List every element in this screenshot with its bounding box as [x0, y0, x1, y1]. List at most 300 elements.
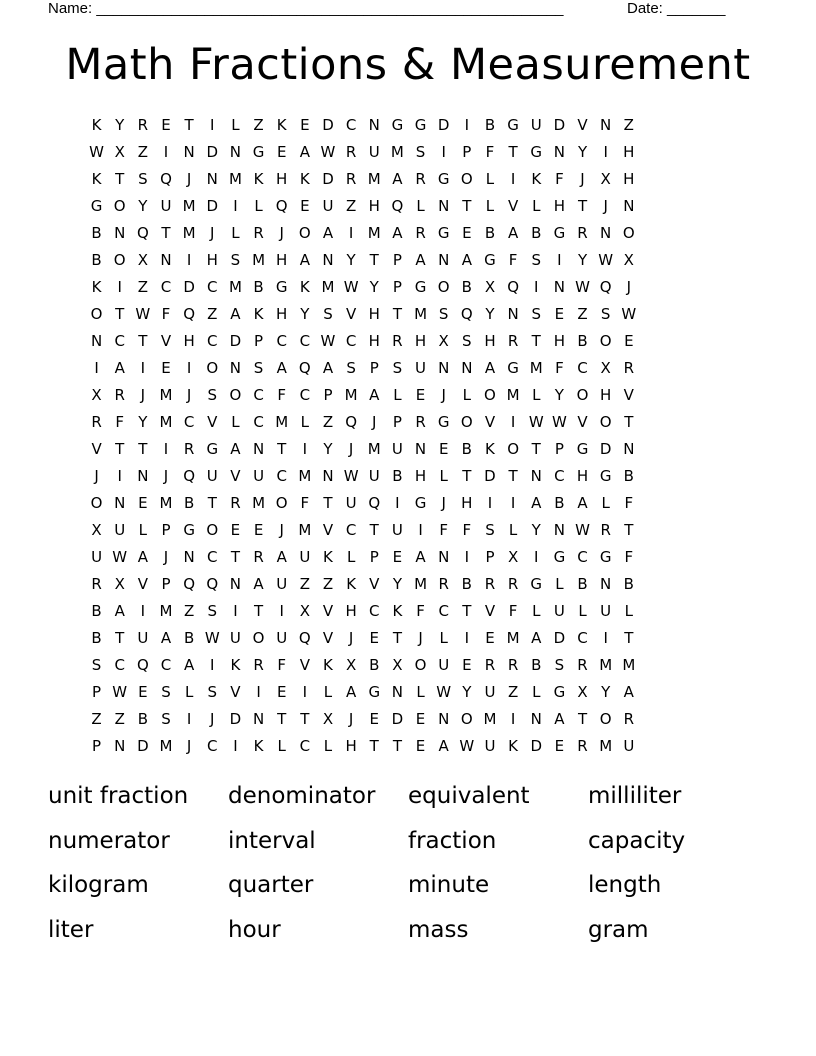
- grid-letter[interactable]: E: [462, 656, 472, 674]
- grid-letter[interactable]: G: [414, 494, 427, 512]
- grid-letter[interactable]: U: [299, 548, 311, 566]
- grid-letter[interactable]: M: [252, 494, 266, 512]
- grid-letter[interactable]: T: [369, 737, 379, 755]
- grid-letter[interactable]: A: [438, 737, 449, 755]
- grid-letter[interactable]: Q: [460, 305, 473, 323]
- grid-letter[interactable]: Q: [160, 170, 172, 188]
- grid-letter[interactable]: R: [484, 575, 496, 593]
- grid-letter[interactable]: S: [485, 521, 495, 539]
- grid-letter[interactable]: J: [441, 386, 446, 404]
- grid-letter[interactable]: D: [183, 278, 195, 296]
- grid-letter[interactable]: Q: [507, 278, 519, 296]
- grid-letter[interactable]: M: [159, 602, 173, 620]
- grid-letter[interactable]: W: [343, 278, 359, 296]
- grid-letter[interactable]: Q: [183, 467, 196, 485]
- grid-letter[interactable]: G: [437, 224, 450, 242]
- grid-letter[interactable]: I: [464, 116, 470, 134]
- grid-letter[interactable]: W: [204, 629, 220, 647]
- grid-letter[interactable]: T: [115, 305, 125, 323]
- grid-letter[interactable]: L: [439, 467, 448, 485]
- grid-letter[interactable]: S: [230, 251, 241, 269]
- grid-letter[interactable]: M: [599, 737, 613, 755]
- grid-letter[interactable]: U: [114, 521, 126, 539]
- grid-letter[interactable]: J: [210, 224, 215, 242]
- grid-letter[interactable]: K: [253, 305, 264, 323]
- grid-letter[interactable]: E: [253, 521, 264, 539]
- grid-letter[interactable]: V: [577, 413, 588, 431]
- grid-letter[interactable]: G: [206, 440, 219, 458]
- grid-letter[interactable]: M: [298, 521, 312, 539]
- grid-letter[interactable]: Q: [136, 656, 149, 674]
- grid-letter[interactable]: N: [553, 278, 565, 296]
- grid-letter[interactable]: N: [438, 548, 450, 566]
- grid-letter[interactable]: H: [484, 332, 496, 350]
- grid-letter[interactable]: N: [137, 467, 149, 485]
- grid-letter[interactable]: I: [140, 359, 146, 377]
- grid-letter[interactable]: R: [91, 413, 102, 431]
- grid-letter[interactable]: I: [256, 683, 261, 701]
- grid-letter[interactable]: U: [484, 737, 496, 755]
- grid-letter[interactable]: D: [137, 737, 149, 755]
- grid-letter[interactable]: C: [183, 413, 195, 431]
- grid-letter[interactable]: X: [577, 683, 588, 701]
- grid-letter[interactable]: Y: [323, 440, 333, 458]
- grid-letter[interactable]: I: [395, 494, 400, 512]
- grid-letter[interactable]: D: [206, 143, 219, 161]
- grid-letter[interactable]: G: [576, 440, 589, 458]
- grid-letter[interactable]: Z: [137, 278, 148, 296]
- grid-letter[interactable]: M: [367, 224, 381, 242]
- grid-letter[interactable]: D: [553, 116, 566, 134]
- grid-letter[interactable]: T: [300, 710, 310, 728]
- grid-letter[interactable]: V: [484, 602, 496, 620]
- grid-letter[interactable]: G: [530, 575, 543, 593]
- grid-letter[interactable]: I: [94, 359, 99, 377]
- grid-letter[interactable]: J: [603, 197, 608, 215]
- grid-letter[interactable]: T: [462, 467, 472, 485]
- grid-letter[interactable]: N: [391, 683, 404, 701]
- grid-letter[interactable]: T: [624, 629, 634, 647]
- grid-letter[interactable]: R: [507, 656, 519, 674]
- grid-letter[interactable]: R: [484, 656, 496, 674]
- grid-letter[interactable]: A: [114, 359, 125, 377]
- grid-letter[interactable]: U: [530, 116, 542, 134]
- grid-letter[interactable]: L: [300, 413, 310, 431]
- grid-letter[interactable]: L: [601, 494, 610, 512]
- grid-letter[interactable]: H: [276, 170, 288, 188]
- grid-letter[interactable]: G: [391, 116, 404, 134]
- grid-letter[interactable]: X: [345, 656, 357, 674]
- grid-letter[interactable]: J: [279, 521, 284, 539]
- grid-letter[interactable]: N: [600, 224, 612, 242]
- grid-letter[interactable]: E: [300, 197, 310, 215]
- grid-letter[interactable]: O: [298, 224, 311, 242]
- grid-letter[interactable]: I: [510, 413, 516, 431]
- grid-letter[interactable]: L: [323, 737, 333, 755]
- grid-letter[interactable]: M: [228, 278, 242, 296]
- grid-letter[interactable]: H: [623, 143, 635, 161]
- grid-letter[interactable]: W: [89, 143, 104, 161]
- grid-letter[interactable]: V: [91, 440, 102, 458]
- grid-letter[interactable]: C: [345, 521, 357, 539]
- grid-letter[interactable]: C: [207, 737, 218, 755]
- grid-letter[interactable]: U: [553, 602, 565, 620]
- grid-letter[interactable]: K: [531, 170, 542, 188]
- grid-letter[interactable]: U: [368, 467, 380, 485]
- grid-letter[interactable]: J: [348, 710, 354, 728]
- grid-letter[interactable]: X: [484, 278, 496, 296]
- grid-letter[interactable]: B: [484, 116, 496, 134]
- grid-letter[interactable]: N: [229, 359, 242, 377]
- grid-letter[interactable]: C: [114, 656, 125, 674]
- grid-letter[interactable]: G: [507, 359, 519, 377]
- grid-letter[interactable]: L: [231, 413, 240, 431]
- grid-letter[interactable]: P: [369, 548, 379, 566]
- grid-letter[interactable]: E: [276, 143, 287, 161]
- grid-letter[interactable]: D: [484, 467, 496, 485]
- grid-letter[interactable]: W: [528, 413, 544, 431]
- grid-letter[interactable]: N: [438, 251, 450, 269]
- grid-letter[interactable]: U: [322, 197, 334, 215]
- grid-letter[interactable]: Y: [531, 521, 541, 539]
- grid-letter[interactable]: A: [484, 359, 496, 377]
- grid-letter[interactable]: N: [438, 359, 450, 377]
- grid-letter[interactable]: I: [186, 710, 192, 728]
- grid-letter[interactable]: F: [462, 521, 472, 539]
- grid-letter[interactable]: G: [599, 548, 612, 566]
- grid-letter[interactable]: W: [436, 683, 452, 701]
- grid-letter[interactable]: A: [160, 629, 172, 647]
- grid-letter[interactable]: W: [598, 251, 614, 269]
- grid-letter[interactable]: G: [368, 683, 381, 701]
- grid-letter[interactable]: S: [253, 359, 264, 377]
- grid-letter[interactable]: B: [91, 629, 102, 647]
- grid-letter[interactable]: X: [623, 251, 634, 269]
- grid-letter[interactable]: U: [438, 656, 450, 674]
- grid-letter[interactable]: P: [254, 332, 264, 350]
- grid-letter[interactable]: N: [530, 467, 542, 485]
- grid-letter[interactable]: I: [464, 629, 470, 647]
- grid-letter[interactable]: N: [530, 710, 542, 728]
- grid-letter[interactable]: P: [392, 278, 402, 296]
- grid-letter[interactable]: W: [621, 305, 637, 323]
- grid-letter[interactable]: G: [553, 548, 566, 566]
- grid-letter[interactable]: S: [207, 602, 218, 620]
- grid-letter[interactable]: O: [90, 494, 103, 512]
- grid-letter[interactable]: G: [252, 143, 265, 161]
- grid-letter[interactable]: M: [252, 251, 266, 269]
- grid-letter[interactable]: K: [230, 656, 241, 674]
- grid-letter[interactable]: X: [91, 386, 102, 404]
- grid-letter[interactable]: A: [276, 548, 287, 566]
- grid-letter[interactable]: I: [464, 548, 470, 566]
- grid-letter[interactable]: K: [346, 575, 357, 593]
- grid-letter[interactable]: C: [299, 332, 311, 350]
- grid-letter[interactable]: A: [184, 656, 195, 674]
- grid-letter[interactable]: Y: [554, 386, 564, 404]
- grid-letter[interactable]: E: [230, 521, 241, 539]
- grid-letter[interactable]: F: [624, 494, 634, 512]
- grid-letter[interactable]: E: [276, 683, 287, 701]
- grid-letter[interactable]: S: [392, 359, 403, 377]
- grid-letter[interactable]: W: [112, 683, 128, 701]
- grid-letter[interactable]: U: [276, 629, 288, 647]
- grid-letter[interactable]: V: [137, 575, 148, 593]
- grid-letter[interactable]: I: [441, 143, 446, 161]
- grid-letter[interactable]: O: [599, 413, 612, 431]
- grid-letter[interactable]: T: [207, 494, 217, 512]
- grid-letter[interactable]: S: [161, 683, 171, 701]
- grid-letter[interactable]: Z: [253, 116, 264, 134]
- grid-letter[interactable]: Q: [183, 575, 196, 593]
- grid-letter[interactable]: X: [137, 251, 148, 269]
- grid-letter[interactable]: B: [183, 629, 195, 647]
- grid-letter[interactable]: U: [137, 629, 149, 647]
- grid-letter[interactable]: J: [94, 467, 99, 485]
- grid-letter[interactable]: N: [322, 467, 334, 485]
- grid-letter[interactable]: H: [276, 305, 288, 323]
- grid-letter[interactable]: I: [510, 710, 516, 728]
- grid-letter[interactable]: W: [320, 332, 336, 350]
- grid-letter[interactable]: K: [91, 116, 102, 134]
- grid-letter[interactable]: Y: [115, 116, 125, 134]
- grid-letter[interactable]: V: [623, 386, 634, 404]
- grid-letter[interactable]: R: [415, 170, 426, 188]
- grid-letter[interactable]: V: [369, 575, 380, 593]
- grid-letter[interactable]: M: [390, 143, 404, 161]
- grid-letter[interactable]: T: [184, 116, 194, 134]
- grid-letter[interactable]: F: [161, 305, 171, 323]
- grid-letter[interactable]: R: [623, 359, 635, 377]
- grid-letter[interactable]: M: [159, 386, 173, 404]
- grid-letter[interactable]: G: [553, 224, 566, 242]
- grid-letter[interactable]: D: [229, 332, 242, 350]
- grid-letter[interactable]: J: [626, 278, 632, 296]
- grid-letter[interactable]: B: [91, 602, 102, 620]
- grid-letter[interactable]: I: [557, 251, 562, 269]
- grid-letter[interactable]: W: [575, 278, 590, 296]
- grid-letter[interactable]: B: [461, 278, 472, 296]
- grid-letter[interactable]: R: [577, 656, 588, 674]
- grid-letter[interactable]: C: [299, 737, 311, 755]
- grid-letter[interactable]: I: [117, 467, 122, 485]
- grid-letter[interactable]: A: [345, 683, 357, 701]
- grid-letter[interactable]: C: [345, 332, 357, 350]
- grid-letter[interactable]: B: [137, 710, 148, 728]
- grid-letter[interactable]: O: [206, 521, 219, 539]
- grid-letter[interactable]: Q: [183, 305, 196, 323]
- grid-letter[interactable]: T: [462, 602, 472, 620]
- grid-letter[interactable]: O: [460, 413, 473, 431]
- grid-letter[interactable]: B: [623, 467, 634, 485]
- grid-letter[interactable]: N: [90, 332, 103, 350]
- grid-letter[interactable]: T: [277, 440, 287, 458]
- grid-letter[interactable]: P: [554, 440, 564, 458]
- grid-letter[interactable]: Y: [346, 251, 356, 269]
- grid-letter[interactable]: O: [206, 359, 219, 377]
- grid-letter[interactable]: D: [391, 710, 404, 728]
- grid-letter[interactable]: X: [600, 359, 611, 377]
- grid-letter[interactable]: O: [113, 251, 126, 269]
- grid-letter[interactable]: M: [344, 386, 358, 404]
- grid-letter[interactable]: Y: [577, 143, 588, 161]
- grid-letter[interactable]: C: [345, 116, 357, 134]
- grid-letter[interactable]: W: [343, 467, 359, 485]
- grid-letter[interactable]: T: [115, 629, 125, 647]
- grid-letter[interactable]: K: [299, 170, 310, 188]
- grid-letter[interactable]: J: [186, 737, 192, 755]
- grid-letter[interactable]: A: [299, 251, 310, 269]
- grid-letter[interactable]: I: [302, 440, 308, 458]
- grid-letter[interactable]: E: [554, 305, 565, 323]
- grid-letter[interactable]: G: [414, 278, 427, 296]
- grid-letter[interactable]: G: [437, 413, 450, 431]
- grid-letter[interactable]: H: [461, 494, 473, 512]
- grid-letter[interactable]: C: [253, 413, 264, 431]
- grid-letter[interactable]: L: [323, 683, 333, 701]
- grid-letter[interactable]: R: [415, 413, 426, 431]
- grid-letter[interactable]: L: [532, 197, 541, 215]
- grid-letter[interactable]: H: [600, 386, 612, 404]
- grid-letter[interactable]: E: [438, 440, 449, 458]
- grid-letter[interactable]: T: [369, 251, 379, 269]
- grid-letter[interactable]: V: [207, 413, 218, 431]
- grid-letter[interactable]: K: [91, 170, 102, 188]
- grid-letter[interactable]: A: [322, 224, 334, 242]
- grid-letter[interactable]: B: [461, 440, 472, 458]
- grid-letter[interactable]: A: [531, 629, 542, 647]
- grid-letter[interactable]: D: [322, 170, 334, 188]
- name-field-label[interactable]: Name: ________________________________________________________: [48, 0, 564, 17]
- grid-letter[interactable]: A: [507, 224, 519, 242]
- grid-letter[interactable]: K: [508, 737, 519, 755]
- grid-letter[interactable]: C: [207, 278, 218, 296]
- grid-letter[interactable]: N: [183, 548, 195, 566]
- grid-letter[interactable]: Z: [322, 575, 334, 593]
- grid-letter[interactable]: Z: [299, 575, 310, 593]
- grid-letter[interactable]: L: [416, 197, 425, 215]
- grid-letter[interactable]: H: [183, 332, 195, 350]
- grid-letter[interactable]: K: [253, 170, 264, 188]
- grid-letter[interactable]: Y: [300, 305, 310, 323]
- grid-letter[interactable]: I: [233, 602, 238, 620]
- grid-letter[interactable]: C: [276, 332, 287, 350]
- grid-letter[interactable]: Q: [275, 197, 288, 215]
- grid-letter[interactable]: O: [90, 305, 103, 323]
- grid-letter[interactable]: L: [508, 521, 518, 539]
- grid-letter[interactable]: H: [345, 602, 357, 620]
- grid-letter[interactable]: S: [207, 386, 218, 404]
- grid-letter[interactable]: B: [183, 494, 195, 512]
- grid-letter[interactable]: B: [577, 332, 588, 350]
- grid-letter[interactable]: M: [367, 170, 381, 188]
- grid-letter[interactable]: T: [369, 521, 379, 539]
- grid-letter[interactable]: V: [507, 197, 519, 215]
- grid-letter[interactable]: S: [161, 710, 171, 728]
- grid-letter[interactable]: P: [392, 413, 402, 431]
- grid-letter[interactable]: S: [554, 656, 565, 674]
- grid-letter[interactable]: G: [90, 197, 103, 215]
- grid-letter[interactable]: I: [186, 251, 192, 269]
- grid-letter[interactable]: G: [414, 116, 427, 134]
- grid-letter[interactable]: M: [228, 170, 242, 188]
- grid-letter[interactable]: Z: [183, 602, 195, 620]
- grid-letter[interactable]: M: [529, 359, 543, 377]
- grid-letter[interactable]: N: [438, 197, 450, 215]
- grid-letter[interactable]: T: [531, 440, 541, 458]
- grid-letter[interactable]: T: [508, 143, 518, 161]
- grid-letter[interactable]: Z: [507, 683, 519, 701]
- grid-letter[interactable]: U: [391, 440, 403, 458]
- grid-letter[interactable]: L: [555, 575, 564, 593]
- grid-letter[interactable]: N: [600, 116, 612, 134]
- grid-letter[interactable]: N: [623, 197, 635, 215]
- grid-letter[interactable]: F: [555, 359, 564, 377]
- grid-letter[interactable]: A: [577, 494, 588, 512]
- grid-letter[interactable]: N: [553, 143, 565, 161]
- grid-letter[interactable]: Y: [369, 278, 379, 296]
- grid-letter[interactable]: C: [207, 548, 218, 566]
- grid-letter[interactable]: N: [160, 251, 172, 269]
- grid-letter[interactable]: X: [600, 170, 611, 188]
- grid-letter[interactable]: N: [414, 440, 427, 458]
- grid-letter[interactable]: F: [555, 170, 564, 188]
- grid-letter[interactable]: I: [233, 737, 238, 755]
- grid-letter[interactable]: B: [531, 656, 542, 674]
- grid-letter[interactable]: I: [487, 494, 493, 512]
- grid-letter[interactable]: T: [323, 494, 333, 512]
- grid-letter[interactable]: B: [461, 575, 472, 593]
- grid-letter[interactable]: F: [508, 251, 518, 269]
- grid-letter[interactable]: N: [623, 440, 635, 458]
- grid-letter[interactable]: N: [507, 305, 519, 323]
- grid-letter[interactable]: G: [507, 116, 519, 134]
- grid-letter[interactable]: D: [229, 710, 242, 728]
- grid-letter[interactable]: P: [161, 521, 171, 539]
- grid-letter[interactable]: A: [392, 224, 403, 242]
- grid-letter[interactable]: Z: [623, 116, 634, 134]
- grid-letter[interactable]: I: [163, 440, 169, 458]
- grid-letter[interactable]: T: [115, 440, 125, 458]
- grid-letter[interactable]: J: [580, 170, 585, 188]
- grid-letter[interactable]: C: [253, 386, 264, 404]
- grid-letter[interactable]: I: [140, 602, 146, 620]
- grid-letter[interactable]: B: [253, 278, 264, 296]
- grid-letter[interactable]: M: [182, 197, 196, 215]
- grid-letter[interactable]: T: [277, 710, 287, 728]
- grid-letter[interactable]: T: [462, 197, 472, 215]
- grid-letter[interactable]: L: [532, 386, 541, 404]
- grid-letter[interactable]: B: [369, 656, 380, 674]
- grid-letter[interactable]: C: [276, 467, 287, 485]
- grid-letter[interactable]: A: [415, 548, 426, 566]
- grid-letter[interactable]: I: [510, 494, 516, 512]
- grid-letter[interactable]: I: [163, 143, 169, 161]
- grid-letter[interactable]: L: [254, 197, 263, 215]
- grid-letter[interactable]: R: [345, 170, 357, 188]
- grid-letter[interactable]: Q: [298, 359, 311, 377]
- grid-letter[interactable]: T: [230, 548, 240, 566]
- grid-letter[interactable]: J: [372, 413, 377, 431]
- grid-letter[interactable]: S: [531, 305, 541, 323]
- grid-letter[interactable]: E: [369, 629, 379, 647]
- grid-letter[interactable]: L: [624, 602, 633, 620]
- grid-letter[interactable]: I: [210, 116, 215, 134]
- grid-letter[interactable]: Z: [577, 305, 588, 323]
- grid-letter[interactable]: W: [551, 413, 567, 431]
- grid-letter[interactable]: R: [577, 737, 588, 755]
- grid-letter[interactable]: N: [206, 170, 218, 188]
